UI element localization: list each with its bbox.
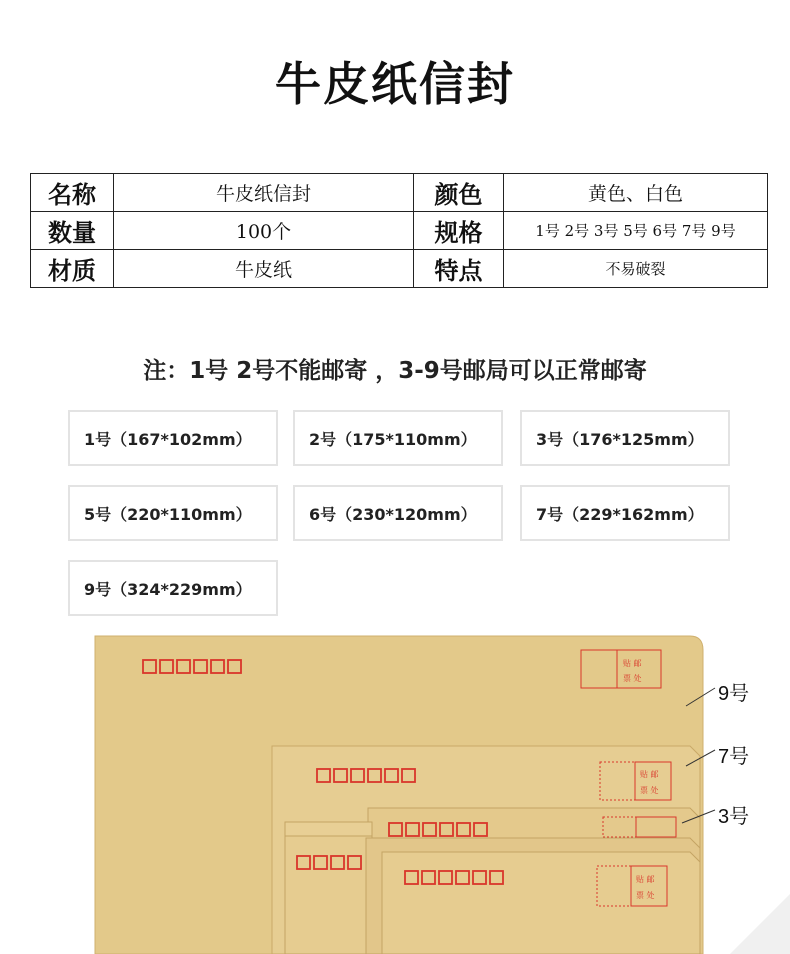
size-box-1: 1号（167*102mm） <box>68 410 278 466</box>
svg-text:贴 邮: 贴 邮 <box>640 770 659 779</box>
feature-value: 不易破裂 <box>504 250 768 288</box>
feature-key: 特点 <box>414 250 504 288</box>
envelope-front <box>366 838 700 954</box>
size-box-7: 7号（229*162mm） <box>520 485 730 541</box>
mailing-note: 注：1号 2号不能邮寄 ，3-9号邮局可以正常邮寄 <box>143 358 647 384</box>
svg-text:贴 邮: 贴 邮 <box>636 875 655 884</box>
svg-text:票 处: 票 处 <box>623 674 642 683</box>
svg-text:票 处: 票 处 <box>640 786 659 795</box>
svg-text:贴 邮: 贴 邮 <box>623 659 642 668</box>
size-box-2: 2号（175*110mm） <box>293 410 503 466</box>
name-value: 牛皮纸信封 <box>114 174 414 212</box>
size-box-3: 3号（176*125mm） <box>520 410 730 466</box>
page-title: 牛皮纸信封 <box>275 58 515 110</box>
size-box-6: 6号（230*120mm） <box>293 485 503 541</box>
label-3: 3号 <box>718 806 750 828</box>
quantity-value: 100个 <box>114 212 414 250</box>
size-box-5: 5号（220*110mm） <box>68 485 278 541</box>
label-9: 9号 <box>718 683 750 705</box>
material-value: 牛皮纸 <box>114 250 414 288</box>
envelope-back-left <box>285 822 372 954</box>
label-7: 7号 <box>718 746 750 768</box>
size-value: 1号 2号 3号 5号 6号 7号 9号 <box>504 212 768 250</box>
color-key: 颜色 <box>414 174 504 212</box>
color-value: 黄色、白色 <box>504 174 768 212</box>
quantity-key: 数量 <box>31 212 114 250</box>
size-box-9: 9号（324*229mm） <box>68 560 278 616</box>
size-key: 规格 <box>414 212 504 250</box>
corner-decoration <box>730 894 790 954</box>
material-key: 材质 <box>31 250 114 288</box>
name-key: 名称 <box>31 174 114 212</box>
svg-text:票 处: 票 处 <box>636 891 655 900</box>
